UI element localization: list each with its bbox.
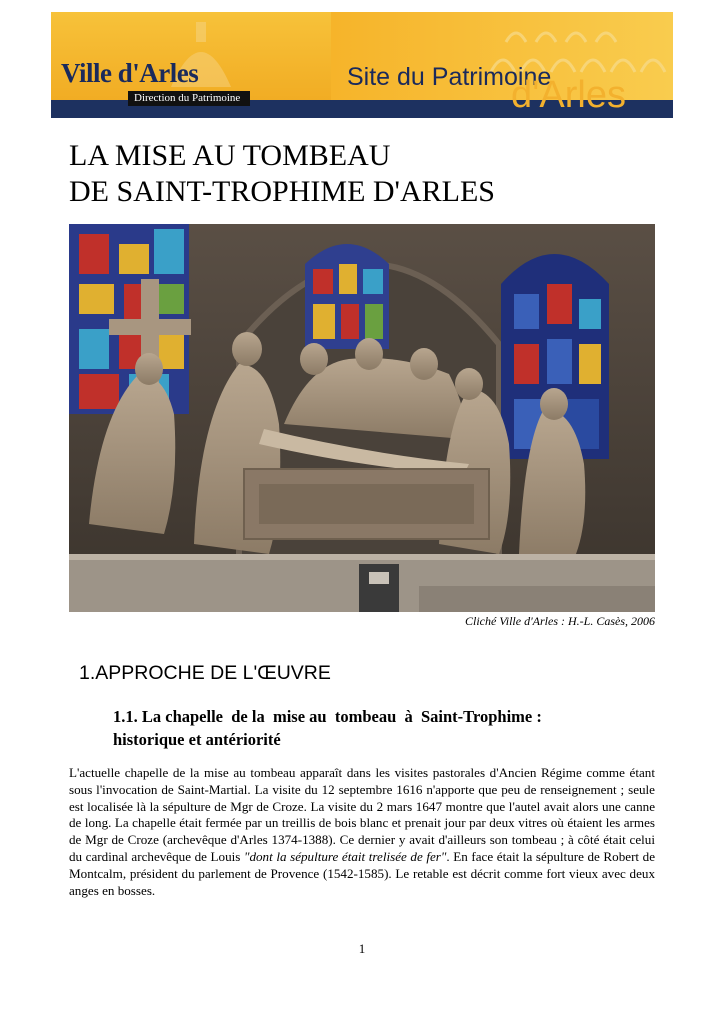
brand-name: Ville d'Arles [61, 58, 199, 88]
subsection-heading-line-2: historique et antériorité [113, 730, 281, 749]
brand-subtitle: Direction du Patrimoine [128, 91, 250, 106]
site-title: Site du Patrimoine [347, 63, 552, 91]
title-line-2: DE SAINT-TROPHIME D'ARLES [69, 175, 495, 208]
subsection-heading [113, 705, 653, 751]
site-title-city: d'Arles [511, 74, 626, 116]
body-paragraph [69, 765, 655, 899]
sculpture-photo [69, 224, 655, 612]
paragraph-text-part-1: L'actuelle chapelle de la mise au tombeau apparaît dans les visites pastorales d'Ancien Régime comme étant sous l'invocation de Saint-Martial. La visite du 12 septembre 1616 n'apporte que peu de renseignement ; seule est localisée là la sépulture de Mgr de Croze. La visite du 2 mars 1647 montre que l'autel avait alors une canne de long. La chapelle était fermée par un treillis de bois blanc et prenait jour par deux vitres où étaient les armes de Mgr de Croze (archevêque d'Arles 1374-1388). Ce dernier y avait d'ailleurs son tombeau ; à côté était celui du cardinal archevêque de Louis [69, 765, 655, 864]
paragraph-text-part-2: . En face était la sépulture de Robert de Montcalm, président du parlement de Provence (1542-1585). Le retable est décrit comme fort vieux avec deux anges en bosses. [69, 848, 656, 898]
header-banner [51, 12, 673, 118]
photo-caption: Cliché Ville d'Arles : H.-L. Casès, 2006 [465, 614, 655, 628]
quoted-text: "dont la sépulture était trelisée de fer" [243, 848, 447, 864]
entombment-illustration [69, 224, 655, 612]
title-line-1: LA MISE AU TOMBEAU [69, 139, 391, 172]
page-number: 1 [358, 941, 366, 956]
subsection-heading-line-1: 1.1. La chapelle de la mise au tombeau à Saint-Trophime : [113, 707, 542, 726]
document-title [69, 138, 495, 210]
stained-glass-center [305, 244, 389, 349]
section-heading: 1.APPROCHE DE L'ŒUVRE [79, 662, 331, 684]
